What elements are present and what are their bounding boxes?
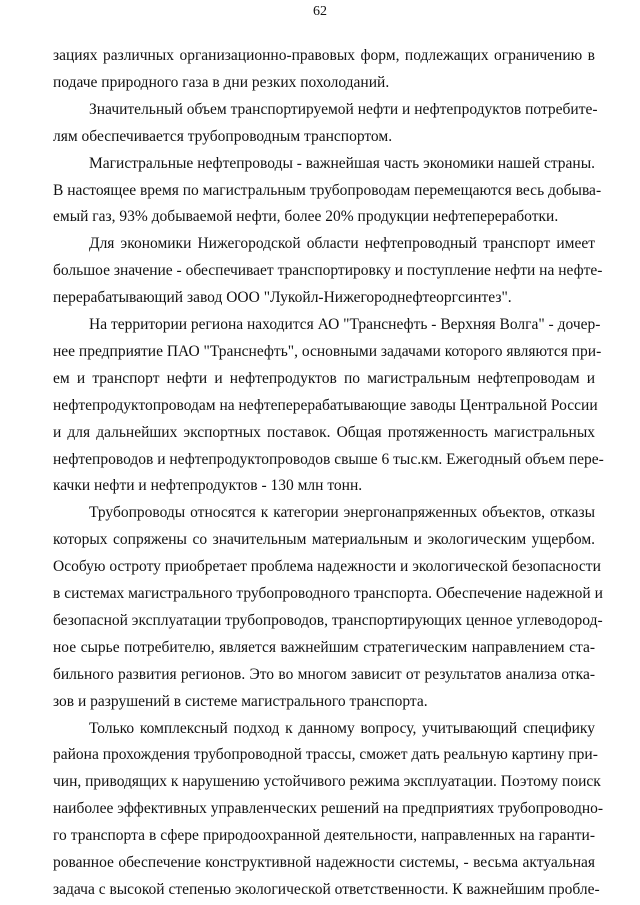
text-line: ем и транспорт нефти и нефтепродуктов по магистральным нефтепроводам и (53, 369, 595, 387)
text-line: которых сопряжены со значительным материальным и экологическим ущербом. (53, 531, 595, 549)
text-line: Значительный объем транспортируемой нефти и нефтепродуктов потребите- (89, 100, 598, 118)
text-line: Особую остроту приобретает проблема надежности и экологической безопасности (53, 558, 601, 576)
text-line: бильного развития регионов. Это во многом зависит от результатов анализа отка- (53, 665, 595, 683)
text-line: На территории региона находится АО "Транснефть - Верхняя Волга" - дочер- (89, 316, 601, 333)
text-line: В настоящее время по магистральным трубопроводам перемещаются весь добыва- (53, 181, 602, 199)
text-line: лям обеспечивается трубопроводным транспортом. (53, 127, 393, 145)
text-line: и для дальнейших экспортных поставок. Общая протяженность магистральных (53, 423, 595, 441)
text-line: Для экономики Нижегородской области нефтепроводный транспорт имеет (89, 235, 595, 253)
text-line: Только комплексный подход к данному вопросу, учитывающий специфику (89, 719, 595, 737)
text-line: ное сырье потребителю, является важнейшим стратегическим направлением ста- (53, 638, 595, 656)
text-line: большое значение - обеспечивает транспортировку и поступление нефти на нефте- (53, 262, 603, 280)
text-line: зов и разрушений в системе магистрального транспорта. (53, 692, 428, 710)
page-number: 62 (313, 4, 327, 19)
text-line: задача с высокой степенью экологической ответственности. К важнейшим пробле- (53, 880, 600, 898)
text-line: рованное обеспечение конструктивной надежности системы, - весьма актуальная (53, 854, 595, 871)
text-line: го транспорта в сфере природоохранной деятельности, направленных на гаранти- (53, 827, 595, 845)
text-line: нее предприятие ПАО "Транснефть", основными задачами которого являются при- (53, 342, 602, 360)
text-line: качки нефти и нефтепродуктов - 130 млн тонн. (53, 477, 363, 495)
text-line: Магистральные нефтепроводы - важнейшая часть экономики нашей страны. (89, 154, 595, 172)
text-line: безопасной эксплуатации трубопроводов, транспортирующих ценное углеводород- (53, 611, 603, 629)
text-line: нефтепродуктопроводам на нефтеперерабатывающие заводы Центральной России (53, 396, 598, 414)
text-line: перерабатывающий завод ООО "Лукойл-Нижегороднефтеоргсинтез". (53, 289, 512, 307)
text-line: подаче природного газа в дни резких похолоданий. (53, 73, 390, 91)
text-line: района прохождения трубопроводной трассы, сможет дать реальную картину при- (53, 746, 598, 764)
text-line: зациях различных организационно-правовых форм, подлежащих ограничению в (53, 47, 595, 64)
text-line: в системах магистрального трубопроводного транспорта. Обеспечение надежной и (53, 585, 603, 602)
text-line: Трубопроводы относятся к категории энергонапряженных объектов, отказы (89, 504, 595, 522)
text-line: наиболее эффективных управленческих решений на предприятиях трубопроводно- (53, 800, 604, 818)
text-line: нефтепроводов и нефтепродуктопроводов свыше 6 тыс.км. Ежегодный объем пере- (53, 450, 604, 468)
text-line: емый газ, 93% добываемой нефти, более 20% продукции нефтепереработки. (53, 208, 559, 226)
text-line: чин, приводящих к нарушению устойчивого режима эксплуатации. Поэтому поиск (53, 773, 601, 791)
